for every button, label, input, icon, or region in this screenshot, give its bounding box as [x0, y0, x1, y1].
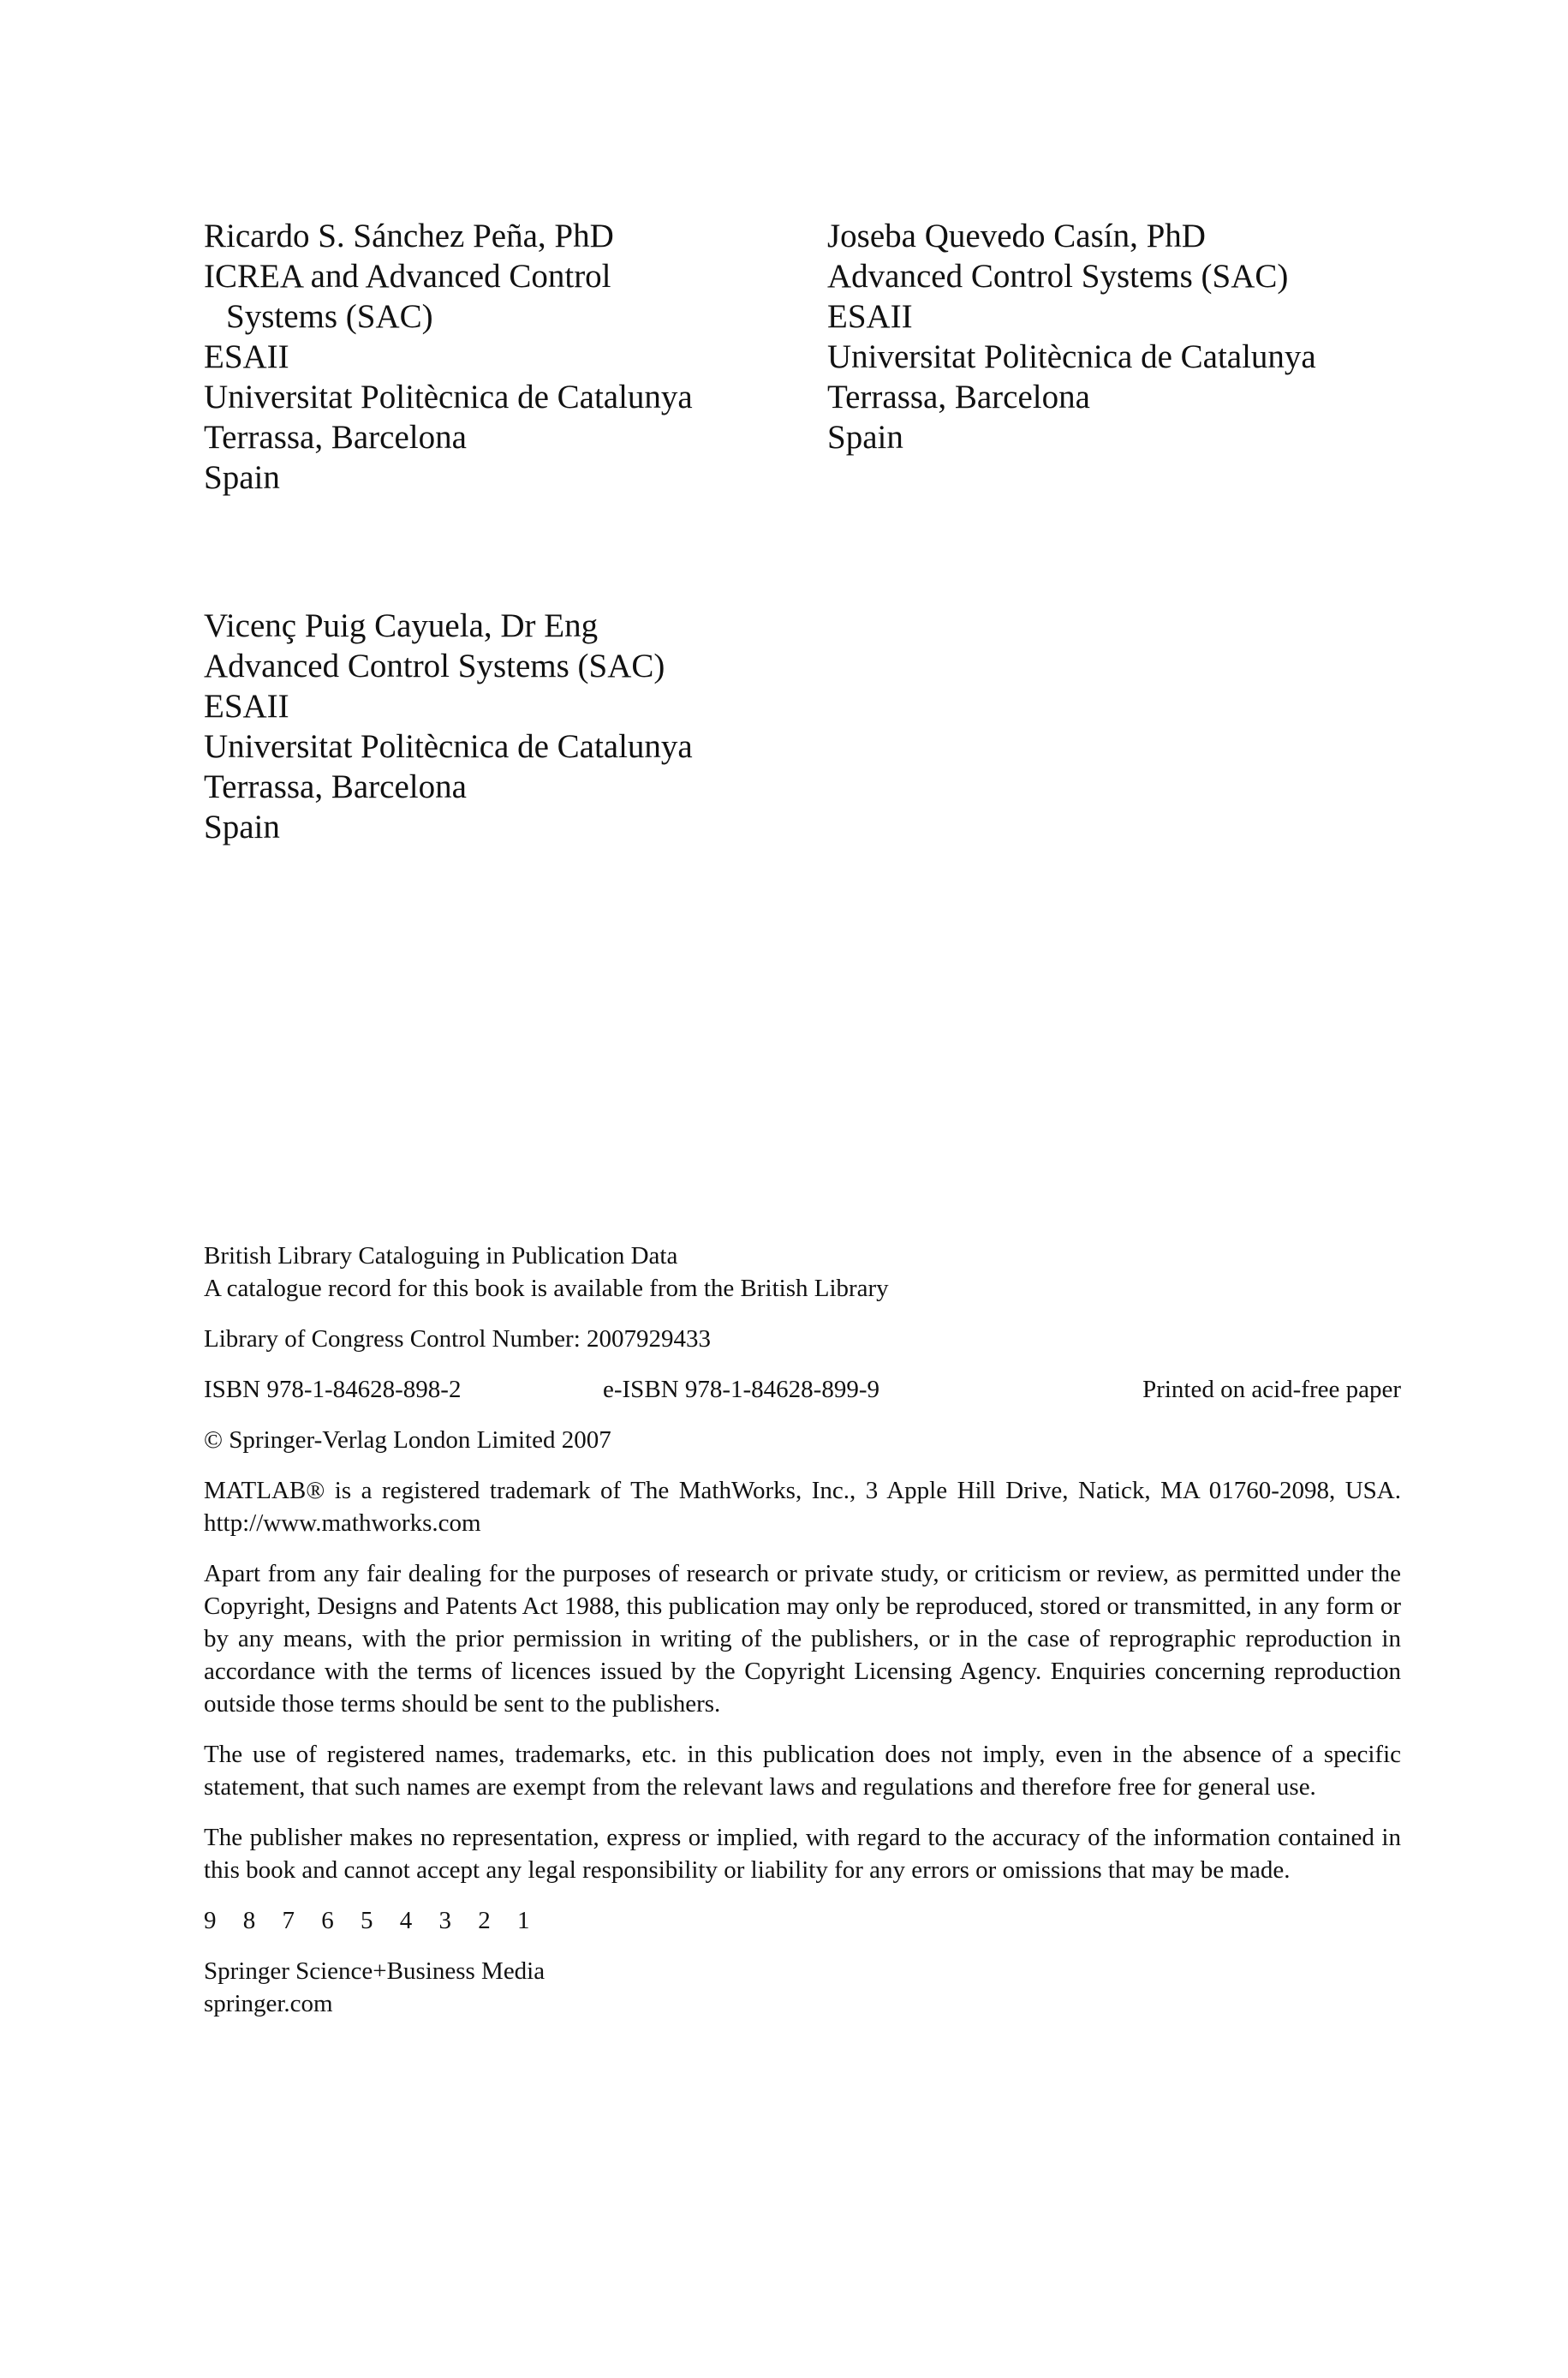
author-address-puig-cayuela: [204, 606, 693, 847]
publisher-name: Springer Science+Business Media: [204, 1957, 546, 1985]
isbn-row: [204, 1373, 1401, 1406]
cip-record-note: A catalogue record for this book is available from the British Library: [204, 1275, 889, 1302]
author-city: Terrassa, Barcelona: [204, 768, 467, 805]
publisher-block: [204, 1955, 1401, 2020]
author-country: Spain: [204, 809, 280, 845]
author-affiliation: Advanced Control Systems (SAC): [827, 258, 1289, 295]
cip-heading: British Library Cataloguing in Publication Data: [204, 1242, 678, 1270]
author-department: ESAII: [827, 298, 913, 335]
author-university: Universitat Politècnica de Catalunya: [827, 338, 1316, 375]
author-address-quevedo-casin: [827, 216, 1316, 457]
publisher-url: springer.com: [204, 1990, 333, 2017]
liability-disclaimer: The publisher makes no representation, express or implied, with regard to the accuracy of the information contained in this book and cannot accept any legal responsibility or liability for any errors or omissions that may be made.: [204, 1824, 1401, 1884]
rights-statement: Apart from any fair dealing for the purposes of research or private study, or criticism or review, as permitted under the Copyright, Designs and Patents Act 1988, this publication may only be reproduced, stored or transmitted, in any form or by any means, with the prior permission in writing of the publishers, or in the case of reprographic reproduction in accordance with the terms of licences issued by the Copyright Licensing Agency. Enquiries concerning reproduction outside those terms should be sent to the publishers.: [204, 1560, 1401, 1718]
author-name: Joseba Quevedo Casín, PhD: [827, 218, 1206, 254]
lccn-line: Library of Congress Control Number: 2007929433: [204, 1325, 712, 1353]
author-affiliation: Advanced Control Systems (SAC): [204, 648, 665, 684]
author-address-sanchez-pena: [204, 216, 693, 498]
author-city: Terrassa, Barcelona: [827, 379, 1090, 415]
author-name: Vicenç Puig Cayuela, Dr Eng: [204, 607, 599, 644]
copyright-line: © Springer-Verlag London Limited 2007: [204, 1426, 611, 1454]
author-country: Spain: [827, 419, 903, 456]
e-isbn: e-ISBN 978-1-84628-899-9: [603, 1376, 879, 1403]
author-university: Universitat Politècnica de Catalunya: [204, 728, 693, 765]
cip-data: [204, 1240, 1401, 1305]
acid-free-paper-note: Printed on acid-free paper: [1142, 1376, 1401, 1403]
author-affiliation: ICREA and Advanced Control: [204, 258, 611, 295]
author-department: ESAII: [204, 338, 289, 375]
imprint-section: [204, 1240, 1401, 2020]
matlab-trademark-note: MATLAB® is a registered trademark of The MathWorks, Inc., 3 Apple Hill Drive, Natick, MA 01760-2098, USA. http://www.mathworks.com: [204, 1477, 1401, 1537]
isbn: ISBN 978-1-84628-898-2: [204, 1376, 462, 1403]
author-department: ESAII: [204, 688, 289, 725]
printer-key-line: 9 8 7 6 5 4 3 2 1: [204, 1907, 540, 1934]
author-name: Ricardo S. Sánchez Peña, PhD: [204, 218, 614, 254]
author-country: Spain: [204, 459, 280, 496]
author-affiliation-cont: Systems (SAC): [226, 298, 433, 335]
registered-names-statement: The use of registered names, trademarks, etc. in this publication does not imply, even in the absence of a specific statement, that such names are exempt from the relevant laws and regulations and therefore free for general use.: [204, 1741, 1401, 1801]
author-city: Terrassa, Barcelona: [204, 419, 467, 456]
author-university: Universitat Politècnica de Catalunya: [204, 379, 693, 415]
